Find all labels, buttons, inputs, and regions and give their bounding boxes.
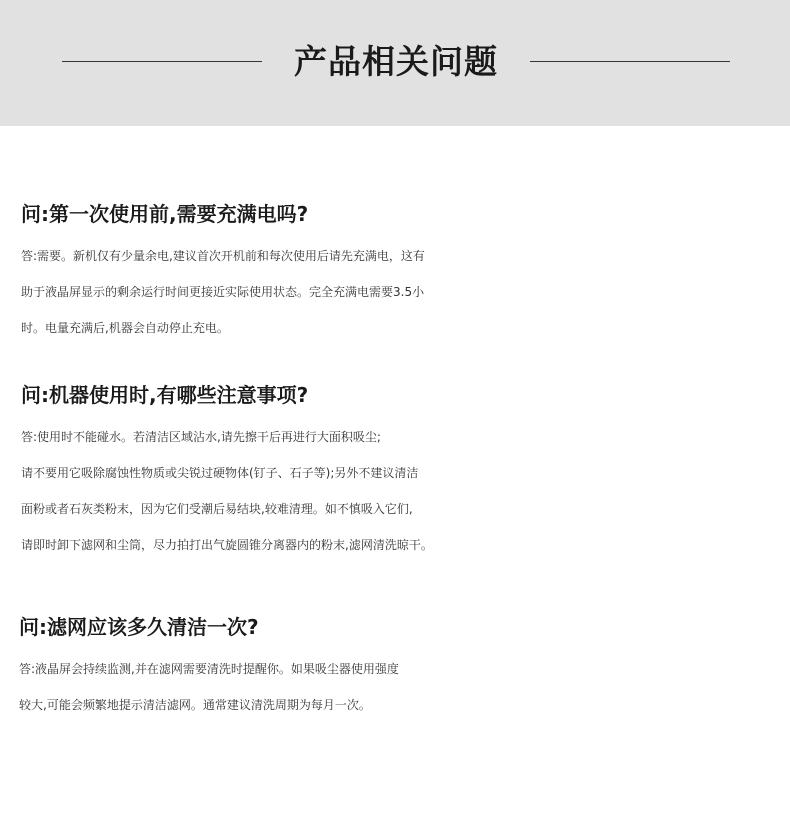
section-header xyxy=(0,0,790,126)
faq-item-2 xyxy=(0,380,790,563)
answer-line: 时。电量充满后,机器会自动停止充电。 xyxy=(21,321,229,335)
faq-answer xyxy=(0,238,790,346)
faq-item-3 xyxy=(0,612,790,723)
faq-answer xyxy=(0,651,790,723)
answer-line: 面粉或者石灰类粉末，因为它们受潮后易结块,较难清理。如不慎吸入它们, xyxy=(21,502,413,516)
answer-line: 答:液晶屏会持续监测,并在滤网需要清洗时提醒你。如果吸尘器使用强度 xyxy=(19,662,399,676)
answer-line: 请不要用它吸除腐蚀性物质或尖锐过硬物体(钉子、石子等);另外不建议清洁 xyxy=(21,466,419,480)
page-title: 产品相关问题 xyxy=(294,42,498,81)
faq-question: 问:滤网应该多久清洁一次? xyxy=(19,615,259,639)
faq-answer xyxy=(0,419,790,563)
answer-line: 较大,可能会频繁地提示清洁滤网。通常建议清洗周期为每月一次。 xyxy=(19,698,371,712)
header-divider-right xyxy=(530,61,730,62)
faq-question: 问:第一次使用前,需要充满电吗? xyxy=(21,202,309,226)
header-divider-left xyxy=(62,61,262,62)
faq-item-1 xyxy=(0,199,790,346)
answer-line: 助于液晶屏显示的剩余运行时间更接近实际使用状态。完全充满电需要3.5小 xyxy=(21,285,425,299)
answer-line: 请即时卸下滤网和尘筒，尽力拍打出气旋圆锥分离器内的粉末,滤网清洗晾干。 xyxy=(21,538,433,552)
answer-line: 答:需要。新机仅有少量余电,建议首次开机前和每次使用后请先充满电，这有 xyxy=(21,249,425,263)
faq-question: 问:机器使用时,有哪些注意事项? xyxy=(21,383,309,407)
answer-line: 答:使用时不能碰水。若清洁区域沾水,请先擦干后再进行大面积吸尘; xyxy=(21,430,381,444)
